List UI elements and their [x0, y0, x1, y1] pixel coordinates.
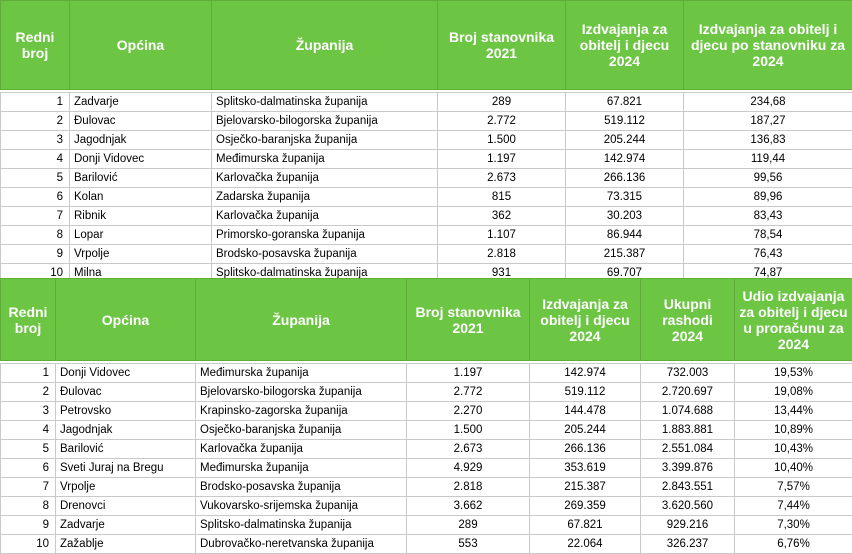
cell-izdvajanja: 144.478: [530, 402, 641, 421]
cell-redni-broj: 9: [1, 516, 56, 535]
header-zupanija: Županija: [212, 1, 438, 90]
cell-po-stanovniku: 136,83: [684, 131, 852, 150]
cell-ukupni-rashodi: 732.003: [641, 364, 735, 383]
cell-izdvajanja: 353.619: [530, 459, 641, 478]
cell-redni-broj: 9: [1, 245, 70, 264]
cell-opcina: Zažablje: [56, 535, 196, 554]
cell-broj-stanovnika: 2.818: [438, 245, 566, 264]
cell-zupanija: Osječko-baranjska županija: [212, 131, 438, 150]
cell-broj-stanovnika: 1.500: [438, 131, 566, 150]
cell-zupanija: Brodsko-posavska županija: [196, 478, 407, 497]
cell-broj-stanovnika: 931: [438, 264, 566, 283]
cell-po-stanovniku: 76,43: [684, 245, 852, 264]
header-opcina: Općina: [70, 1, 212, 90]
cell-izdvajanja: 142.974: [530, 364, 641, 383]
cell-opcina: Sveti Juraj na Bregu: [56, 459, 196, 478]
cell-redni-broj: 8: [1, 226, 70, 245]
cell-zupanija: Međimurska županija: [212, 150, 438, 169]
cell-redni-broj: 7: [1, 207, 70, 226]
header-opcina: Općina: [56, 279, 196, 361]
table-row: [1, 245, 852, 264]
cell-izdvajanja: 142.974: [566, 150, 684, 169]
header-udio-izdvajanja: Udio izdvajanja za obitelj i djecu u proračunu za 2024: [735, 279, 852, 361]
cell-udio-izdvajanja: 7,44%: [735, 497, 852, 516]
table-row: [1, 497, 852, 516]
cell-udio-izdvajanja: 10,89%: [735, 421, 852, 440]
cell-opcina: Đulovac: [70, 112, 212, 131]
header-po-stanovniku: Izdvajanja za obitelj i djecu po stanovniku za 2024: [684, 1, 852, 90]
table-row: [1, 93, 852, 112]
cell-udio-izdvajanja: 19,53%: [735, 364, 852, 383]
table-row: [1, 478, 852, 497]
cell-broj-stanovnika: 2.772: [407, 383, 530, 402]
cell-izdvajanja: 22.064: [530, 535, 641, 554]
cell-opcina: Zadvarje: [56, 516, 196, 535]
cell-redni-broj: 6: [1, 459, 56, 478]
cell-zupanija: Međimurska županija: [196, 459, 407, 478]
cell-ukupni-rashodi: 1.074.688: [641, 402, 735, 421]
cell-opcina: Donji Vidovec: [56, 364, 196, 383]
cell-izdvajanja: 215.387: [566, 245, 684, 264]
header-redni-broj: Redni broj: [1, 1, 70, 90]
cell-redni-broj: 1: [1, 364, 56, 383]
table-row: [1, 516, 852, 535]
cell-ukupni-rashodi: 1.883.881: [641, 421, 735, 440]
cell-ukupni-rashodi: 2.720.697: [641, 383, 735, 402]
cell-broj-stanovnika: 2.270: [407, 402, 530, 421]
cell-zupanija: Dubrovačko-neretvanska županija: [196, 535, 407, 554]
cell-opcina: Đulovac: [56, 383, 196, 402]
table-row: [1, 383, 852, 402]
cell-izdvajanja: 67.821: [566, 93, 684, 112]
cell-broj-stanovnika: 1.500: [407, 421, 530, 440]
cell-broj-stanovnika: 2.673: [438, 169, 566, 188]
cell-redni-broj: 5: [1, 440, 56, 459]
cell-opcina: Lopar: [70, 226, 212, 245]
cell-opcina: Jagodnjak: [70, 131, 212, 150]
cell-broj-stanovnika: 815: [438, 188, 566, 207]
cell-redni-broj: 3: [1, 131, 70, 150]
cell-udio-izdvajanja: 10,40%: [735, 459, 852, 478]
table-top-budget-share: [0, 278, 852, 554]
cell-opcina: Vrpolje: [70, 245, 212, 264]
table-body: [1, 361, 852, 554]
cell-po-stanovniku: 74,87: [684, 264, 852, 283]
cell-opcina: Ribnik: [70, 207, 212, 226]
table-body: [1, 90, 852, 283]
cell-ukupni-rashodi: 2.843.551: [641, 478, 735, 497]
cell-broj-stanovnika: 553: [407, 535, 530, 554]
cell-izdvajanja: 266.136: [530, 440, 641, 459]
header-redni-broj: Redni broj: [1, 279, 56, 361]
cell-opcina: Barilović: [70, 169, 212, 188]
cell-opcina: Petrovsko: [56, 402, 196, 421]
cell-ukupni-rashodi: 2.551.084: [641, 440, 735, 459]
header-broj-stanovnika: Broj stanovnika 2021: [407, 279, 530, 361]
cell-izdvajanja: 205.244: [530, 421, 641, 440]
cell-izdvajanja: 266.136: [566, 169, 684, 188]
cell-izdvajanja: 519.112: [566, 112, 684, 131]
cell-broj-stanovnika: 4.929: [407, 459, 530, 478]
header-zupanija: Županija: [196, 279, 407, 361]
table-row: [1, 169, 852, 188]
cell-redni-broj: 5: [1, 169, 70, 188]
cell-izdvajanja: 269.359: [530, 497, 641, 516]
cell-zupanija: Karlovačka županija: [212, 207, 438, 226]
cell-zupanija: Karlovačka županija: [212, 169, 438, 188]
cell-zupanija: Bjelovarsko-bilogorska županija: [212, 112, 438, 131]
cell-broj-stanovnika: 289: [438, 93, 566, 112]
cell-zupanija: Splitsko-dalmatinska županija: [212, 264, 438, 283]
cell-zupanija: Brodsko-posavska županija: [212, 245, 438, 264]
header-broj-stanovnika: Broj stanovnika 2021: [438, 1, 566, 90]
cell-zupanija: Osječko-baranjska županija: [196, 421, 407, 440]
cell-po-stanovniku: 187,27: [684, 112, 852, 131]
cell-opcina: Jagodnjak: [56, 421, 196, 440]
cell-redni-broj: 2: [1, 383, 56, 402]
cell-broj-stanovnika: 1.197: [438, 150, 566, 169]
cell-redni-broj: 7: [1, 478, 56, 497]
cell-broj-stanovnika: 2.772: [438, 112, 566, 131]
table-row: [1, 402, 852, 421]
table-row: [1, 421, 852, 440]
cell-udio-izdvajanja: 10,43%: [735, 440, 852, 459]
table-row: [1, 112, 852, 131]
cell-izdvajanja: 69.707: [566, 264, 684, 283]
cell-izdvajanja: 30.203: [566, 207, 684, 226]
cell-izdvajanja: 519.112: [530, 383, 641, 402]
cell-zupanija: Vukovarsko-srijemska županija: [196, 497, 407, 516]
cell-zupanija: Splitsko-dalmatinska županija: [212, 93, 438, 112]
table-row: [1, 207, 852, 226]
cell-broj-stanovnika: 362: [438, 207, 566, 226]
table-row: [1, 150, 852, 169]
cell-opcina: Zadvarje: [70, 93, 212, 112]
cell-po-stanovniku: 78,54: [684, 226, 852, 245]
cell-opcina: Vrpolje: [56, 478, 196, 497]
cell-redni-broj: 1: [1, 93, 70, 112]
cell-ukupni-rashodi: 3.620.560: [641, 497, 735, 516]
cell-ukupni-rashodi: 326.237: [641, 535, 735, 554]
cell-zupanija: Primorsko-goranska županija: [212, 226, 438, 245]
cell-ukupni-rashodi: 3.399.876: [641, 459, 735, 478]
cell-po-stanovniku: 89,96: [684, 188, 852, 207]
cell-zupanija: Karlovačka županija: [196, 440, 407, 459]
cell-udio-izdvajanja: 19,08%: [735, 383, 852, 402]
cell-udio-izdvajanja: 6,76%: [735, 535, 852, 554]
cell-po-stanovniku: 234,68: [684, 93, 852, 112]
cell-opcina: Drenovci: [56, 497, 196, 516]
cell-po-stanovniku: 119,44: [684, 150, 852, 169]
table-header-row: [1, 1, 852, 90]
cell-udio-izdvajanja: 7,30%: [735, 516, 852, 535]
cell-broj-stanovnika: 2.673: [407, 440, 530, 459]
cell-ukupni-rashodi: 929.216: [641, 516, 735, 535]
cell-zupanija: Međimurska županija: [196, 364, 407, 383]
cell-po-stanovniku: 83,43: [684, 207, 852, 226]
cell-broj-stanovnika: 289: [407, 516, 530, 535]
cell-izdvajanja: 205.244: [566, 131, 684, 150]
cell-redni-broj: 4: [1, 150, 70, 169]
cell-udio-izdvajanja: 7,57%: [735, 478, 852, 497]
cell-redni-broj: 8: [1, 497, 56, 516]
cell-opcina: Donji Vidovec: [70, 150, 212, 169]
table-row: [1, 364, 852, 383]
cell-opcina: Barilović: [56, 440, 196, 459]
cell-redni-broj: 4: [1, 421, 56, 440]
cell-izdvajanja: 215.387: [530, 478, 641, 497]
cell-po-stanovniku: 99,56: [684, 169, 852, 188]
table-row: [1, 188, 852, 207]
table-row: [1, 226, 852, 245]
table-row: [1, 440, 852, 459]
cell-redni-broj: 10: [1, 264, 70, 283]
cell-zupanija: Krapinsko-zagorska županija: [196, 402, 407, 421]
cell-redni-broj: 6: [1, 188, 70, 207]
cell-redni-broj: 10: [1, 535, 56, 554]
table-header-row: [1, 279, 852, 361]
cell-opcina: Kolan: [70, 188, 212, 207]
cell-redni-broj: 3: [1, 402, 56, 421]
cell-opcina: Milna: [70, 264, 212, 283]
cell-zupanija: Bjelovarsko-bilogorska županija: [196, 383, 407, 402]
cell-izdvajanja: 86.944: [566, 226, 684, 245]
table-row: [1, 131, 852, 150]
cell-broj-stanovnika: 1.107: [438, 226, 566, 245]
table-row: [1, 459, 852, 478]
cell-broj-stanovnika: 2.818: [407, 478, 530, 497]
cell-broj-stanovnika: 1.197: [407, 364, 530, 383]
header-izdvajanja: Izdvajanja za obitelj i djecu 2024: [530, 279, 641, 361]
cell-broj-stanovnika: 3.662: [407, 497, 530, 516]
header-izdvajanja: Izdvajanja za obitelj i djecu 2024: [566, 1, 684, 90]
cell-udio-izdvajanja: 13,44%: [735, 402, 852, 421]
cell-zupanija: Splitsko-dalmatinska županija: [196, 516, 407, 535]
cell-izdvajanja: 73.315: [566, 188, 684, 207]
cell-izdvajanja: 67.821: [530, 516, 641, 535]
cell-redni-broj: 2: [1, 112, 70, 131]
header-ukupni-rashodi: Ukupni rashodi 2024: [641, 279, 735, 361]
cell-zupanija: Zadarska županija: [212, 188, 438, 207]
table-row: [1, 535, 852, 554]
